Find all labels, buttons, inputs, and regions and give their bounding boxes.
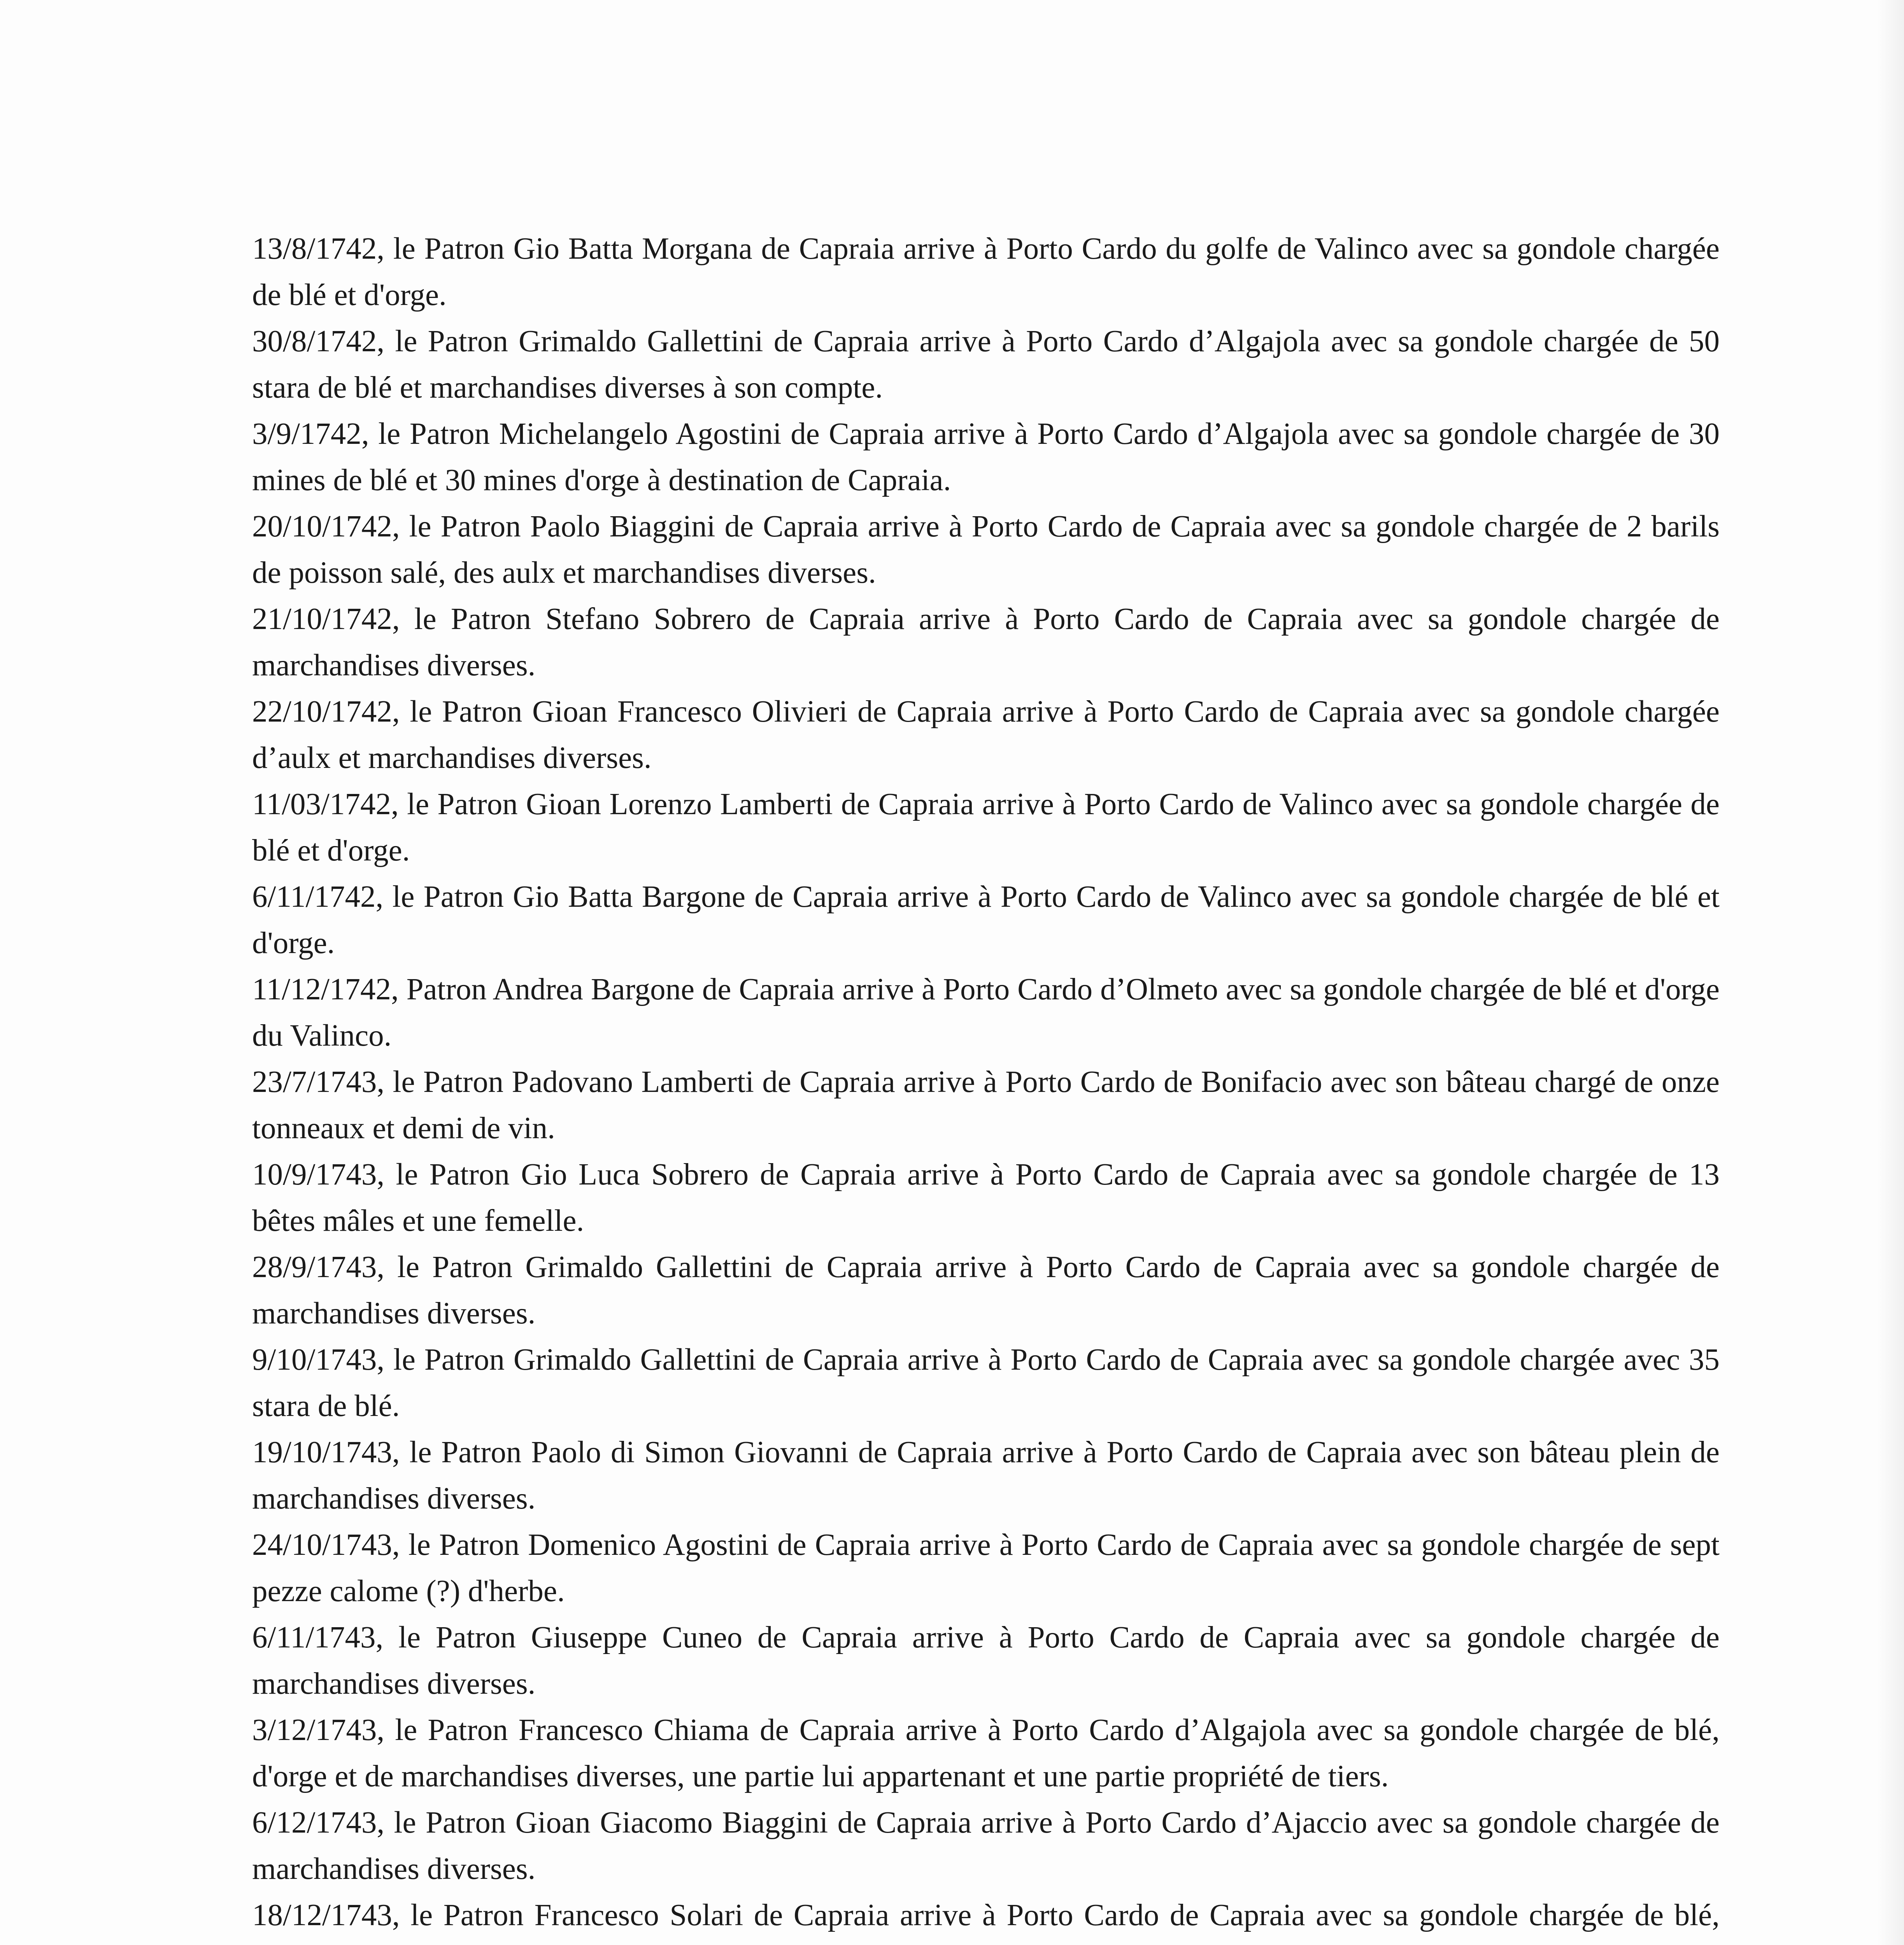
- entry: 6/11/1742, le Patron Gio Batta Bargone de Capraia arrive à Porto Cardo de Valinco avec sa gondole chargée de blé et d'orge.: [252, 880, 1720, 960]
- entries-list: [252, 226, 1720, 1945]
- entry: 13/8/1742, le Patron Gio Batta Morgana de Capraia arrive à Porto Cardo du golfe de Valinco avec sa gondole chargée de blé et d'orge.: [252, 232, 1720, 312]
- entry: 21/10/1742, le Patron Stefano Sobrero de Capraia arrive à Porto Cardo de Capraia avec sa gondole chargée de marchandises diverses.: [252, 602, 1720, 682]
- entry: 28/9/1743, le Patron Grimaldo Gallettini de Capraia arrive à Porto Cardo de Capraia avec sa gondole chargée de marchandises diverses.: [252, 1250, 1720, 1330]
- entry: 20/10/1742, le Patron Paolo Biaggini de Capraia arrive à Porto Cardo de Capraia avec sa gondole chargée de 2 barils de poisson salé, des aulx et marchandises diverses.: [252, 510, 1720, 590]
- entry: 22/10/1742, le Patron Gioan Francesco Olivieri de Capraia arrive à Porto Cardo de Capraia avec sa gondole chargée d’aulx et marchandises diverses.: [252, 695, 1720, 775]
- scan-edge-shadow: [1877, 0, 1904, 1945]
- entry: 6/11/1743, le Patron Giuseppe Cuneo de Capraia arrive à Porto Cardo de Capraia avec sa gondole chargée de marchandises diverses.: [252, 1621, 1720, 1701]
- entry: 9/10/1743, le Patron Grimaldo Gallettini de Capraia arrive à Porto Cardo de Capraia avec sa gondole chargée avec 35 stara de blé.: [252, 1343, 1720, 1423]
- entry: 6/12/1743, le Patron Gioan Giacomo Biaggini de Capraia arrive à Porto Cardo d’Ajaccio avec sa gondole chargée de marchandises diverses.: [252, 1806, 1720, 1886]
- entry: 19/10/1743, le Patron Paolo di Simon Giovanni de Capraia arrive à Porto Cardo de Capraia avec son bâteau plein de marchandises diverses.: [252, 1435, 1720, 1516]
- entry: 30/8/1742, le Patron Grimaldo Gallettini de Capraia arrive à Porto Cardo d’Algajola avec sa gondole chargée de 50 stara de blé et marchandises diverses à son compte.: [252, 324, 1720, 405]
- entry: 18/12/1743, le Patron Francesco Solari de Capraia arrive à Porto Cardo de Capraia avec sa gondole chargée de blé,: [252, 1898, 1720, 1932]
- entry: 3/9/1742, le Patron Michelangelo Agostini de Capraia arrive à Porto Cardo d’Algajola avec sa gondole chargée de 30 mines de blé et 30 mines d'orge à destination de Capraia.: [252, 417, 1720, 497]
- entry: 11/03/1742, le Patron Gioan Lorenzo Lamberti de Capraia arrive à Porto Cardo de Valinco avec sa gondole chargée de blé et d'orge.: [252, 787, 1720, 867]
- entry: 11/12/1742, Patron Andrea Bargone de Capraia arrive à Porto Cardo d’Olmeto avec sa gondole chargée de blé et d'orge du Valinco.: [252, 972, 1720, 1053]
- entry: 3/12/1743, le Patron Francesco Chiama de Capraia arrive à Porto Cardo d’Algajola avec sa gondole chargée de blé, d'orge et de marchandises diverses, une partie lui appartenant et une partie propriété de tiers.: [252, 1713, 1720, 1793]
- entry: 23/7/1743, le Patron Padovano Lamberti de Capraia arrive à Porto Cardo de Bonifacio avec son bâteau chargé de onze tonneaux et demi de vin.: [252, 1065, 1720, 1145]
- entry: 10/9/1743, le Patron Gio Luca Sobrero de Capraia arrive à Porto Cardo de Capraia avec sa gondole chargée de 13 bêtes mâles et une femelle.: [252, 1158, 1720, 1238]
- entry: 24/10/1743, le Patron Domenico Agostini de Capraia arrive à Porto Cardo de Capraia avec sa gondole chargée de sept pezze calome (?) d'herbe.: [252, 1528, 1720, 1608]
